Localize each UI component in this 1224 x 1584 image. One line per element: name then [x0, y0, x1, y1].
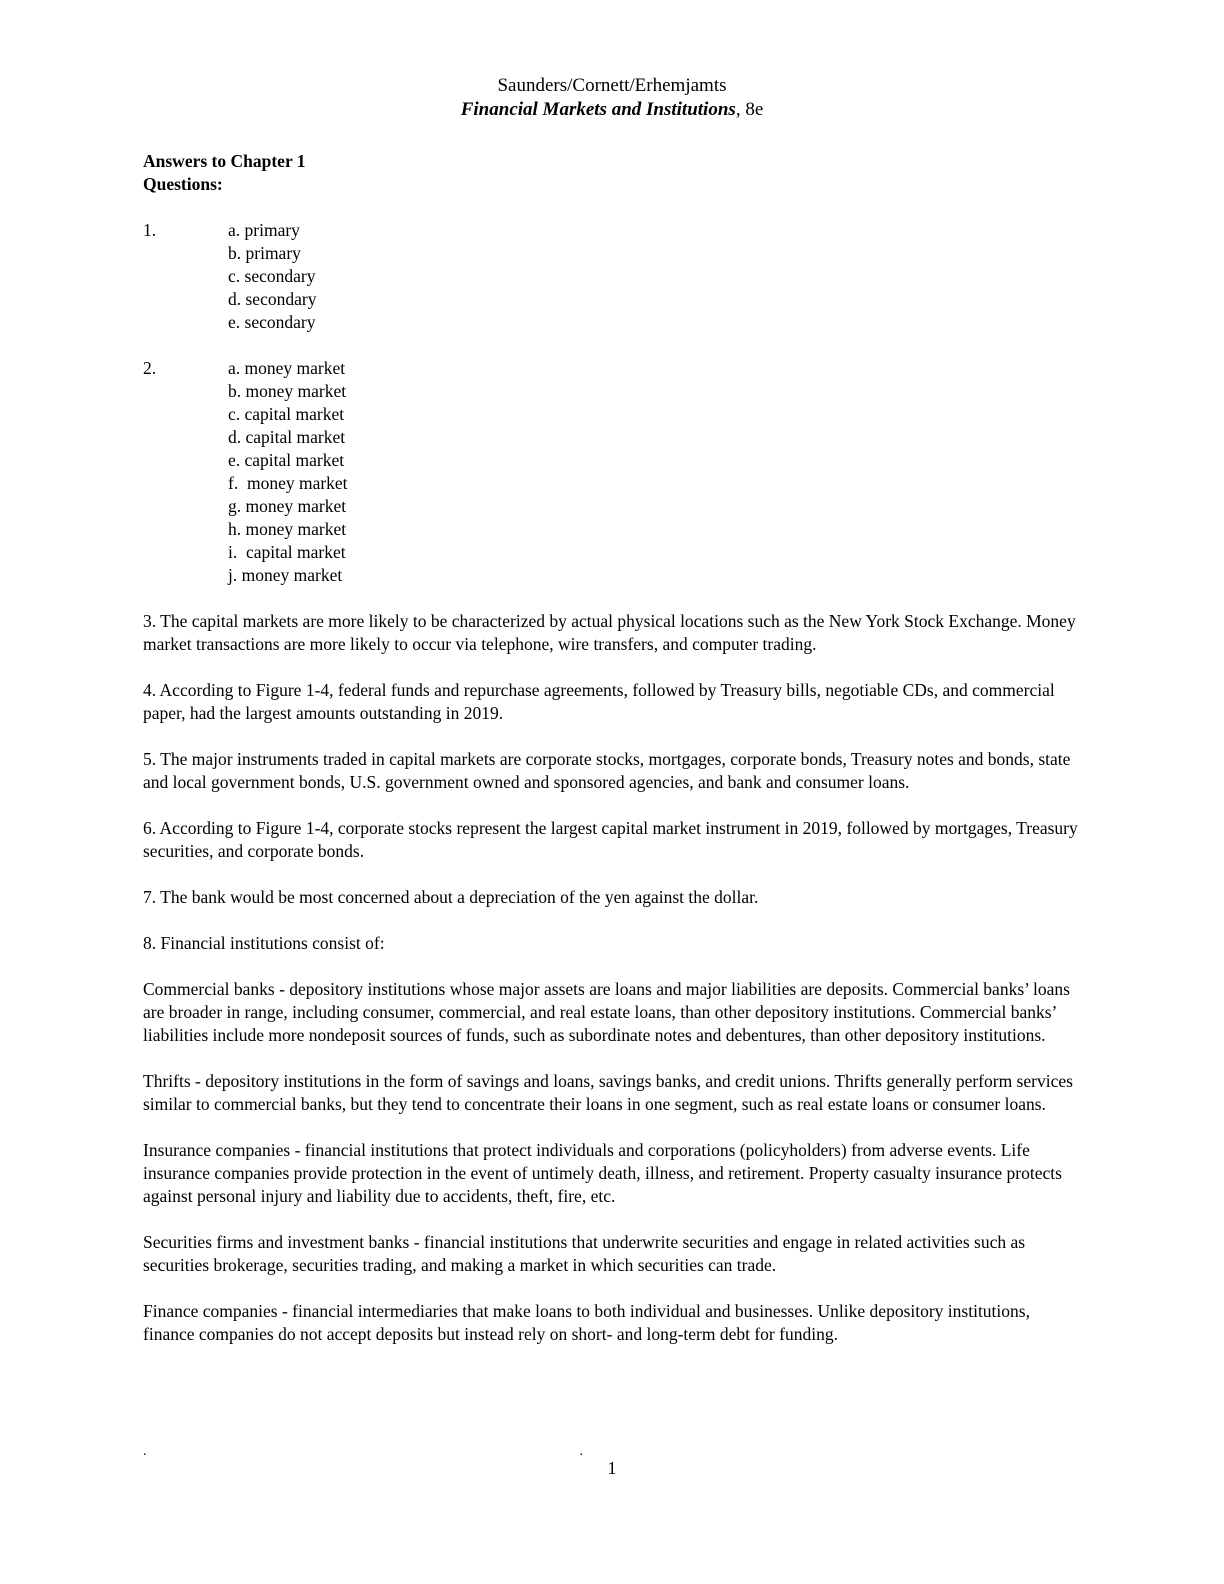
answer-5-paragraph: 5. The major instruments traded in capital markets are corporate stocks, mortgages, corporate bonds, Treasury notes and bonds, state and local government bonds, U.S. government owned and sponsored agencies, and bank and consumer loans.: [143, 749, 1071, 792]
answer-item: a. primary: [228, 220, 300, 240]
answer-item: j. money market: [228, 565, 343, 585]
commercial-banks-paragraph: Commercial banks - depository institutions whose major assets are loans and major liabilities are deposits. Commercial banks’ loans are broader in range, including consumer, commercial, and real estate loans, than other depository institutions. Commercial banks’ liabilities include more nondeposit sources of funds, such as subordinate notes and debentures, than other depository institutions.: [143, 979, 1070, 1045]
authors-line: Saunders/Cornett/Erhemjamts: [497, 75, 727, 96]
answer-item: h. money market: [228, 519, 347, 539]
questions-heading: Questions:: [143, 174, 223, 194]
question-number: 1.: [143, 220, 157, 240]
securities-firms-paragraph: Securities firms and investment banks - financial institutions that underwrite securities and engage in related activities such as securities brokerage, securities trading, and making a market in which securities can trade.: [143, 1232, 1026, 1275]
answer-item: b. primary: [228, 243, 301, 263]
edition: , 8e: [735, 99, 764, 120]
answer-item: c. capital market: [228, 404, 345, 424]
question-number: 2.: [143, 358, 157, 378]
answer-list: [228, 357, 348, 587]
answer-8-paragraph: 8. Financial institutions consist of:: [143, 933, 385, 953]
answer-item: b. money market: [228, 381, 347, 401]
answer-item: g. money market: [228, 496, 347, 516]
question-1: [143, 219, 1083, 334]
page-header: [0, 74, 1224, 122]
question-2: [143, 357, 1083, 587]
answer-list: [228, 219, 316, 334]
answer-item: d. secondary: [228, 289, 317, 309]
page-number: 1: [607, 1458, 617, 1478]
answer-item: f. money market: [228, 473, 348, 493]
finance-companies-paragraph: Finance companies - financial intermediaries that make loans to both individual and businesses. Unlike depository institutions, finance companies do not accept deposits but instead rely on short- and long-term debt for funding.: [143, 1301, 1030, 1344]
footer-dot-right: .: [579, 1444, 583, 1459]
answer-item: d. capital market: [228, 427, 346, 447]
answer-6-paragraph: 6. According to Figure 1-4, corporate stocks represent the largest capital market instrument in 2019, followed by mortgages, Treasury securities, and corporate bonds.: [143, 818, 1078, 861]
answer-item: c. secondary: [228, 266, 316, 286]
answer-4-paragraph: 4. According to Figure 1-4, federal funds and repurchase agreements, followed by Treasury bills, negotiable CDs, and commercial paper, had the largest amounts outstanding in 2019.: [143, 680, 1055, 723]
footer-dot-left: .: [143, 1444, 147, 1459]
book-title-line: [0, 98, 1224, 122]
document-body: [143, 150, 1083, 1346]
answer-3-paragraph: 3. The capital markets are more likely to be characterized by actual physical locations such as the New York Stock Exchange. Money market transactions are more likely to occur via telephone, wire transfers, and computer trading.: [143, 611, 1076, 654]
book-title: Financial Markets and Institutions: [460, 99, 736, 120]
answer-item: a. money market: [228, 358, 346, 378]
answer-7-paragraph: 7. The bank would be most concerned about a depreciation of the yen against the dollar.: [143, 887, 759, 907]
chapter-heading: Answers to Chapter 1: [143, 151, 306, 171]
answer-item: i. capital market: [228, 542, 346, 562]
insurance-companies-paragraph: Insurance companies - financial institutions that protect individuals and corporations (policyholders) from adverse events. Life insurance companies provide protection in the event of untimely death, illness, and retirement. Property casualty insurance protects against personal injury and liability due to accidents, theft, fire, etc.: [143, 1140, 1062, 1206]
answer-item: e. secondary: [228, 312, 316, 332]
answer-item: e. capital market: [228, 450, 345, 470]
thrifts-paragraph: Thrifts - depository institutions in the form of savings and loans, savings banks, and credit unions. Thrifts generally perform services similar to commercial banks, but they tend to concentrate their loans in one segment, such as real estate loans or consumer loans.: [143, 1071, 1073, 1114]
